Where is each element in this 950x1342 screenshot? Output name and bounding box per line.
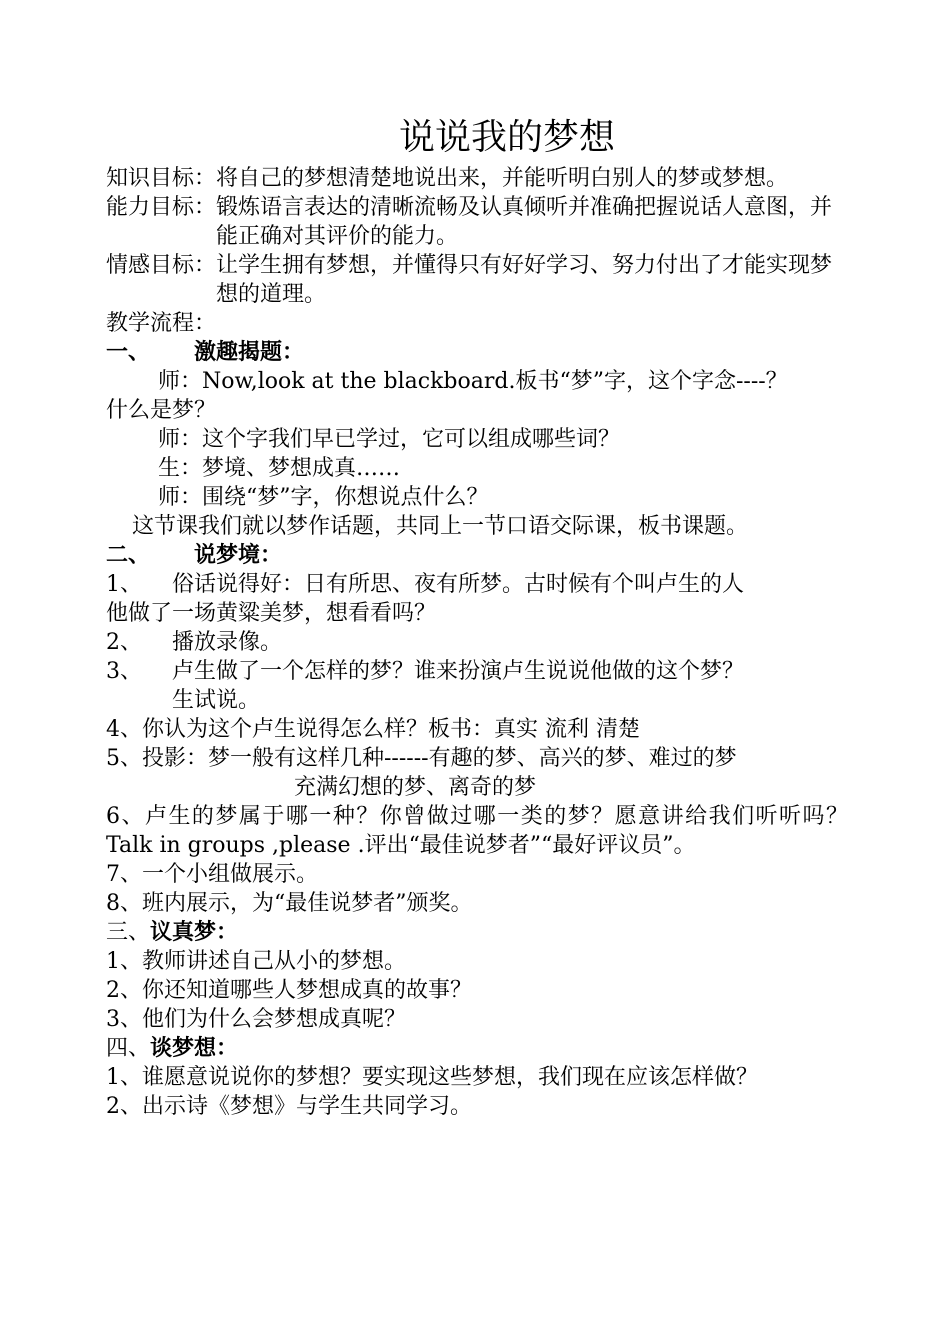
dialogue-line: 生：梦境、梦想成真…… — [158, 456, 401, 481]
section-title: 谈梦想： — [150, 1035, 239, 1061]
objective-text: 让学生拥有梦想，并懂得只有好好学习、努力付出了才能实现梦想的道理。 — [216, 253, 833, 307]
objective-label: 能力目标： — [106, 195, 217, 220]
objective-text: 将自己的梦想清楚地说出来，并能听明白别人的梦或梦想。 — [216, 166, 789, 191]
list-text-cont: 充满幻想的梦、离奇的梦 — [294, 775, 537, 800]
section-heading-4 — [106, 1034, 848, 1063]
list-item — [106, 570, 848, 599]
list-item: 8、班内展示，为“最佳说梦者”颁奖。 — [106, 891, 473, 916]
list-text-cont: 生试说。 — [172, 688, 261, 713]
process-label: 教学流程： — [106, 311, 217, 336]
section-number: 三、 — [106, 920, 151, 945]
paragraph: 这节课我们就以梦作话题，共同上一节口语交际课，板书课题。 — [132, 514, 749, 539]
list-item: 1、谁愿意说说你的梦想？要实现这些梦想，我们现在应该怎样做？ — [106, 1065, 758, 1090]
section-number: 二、 — [106, 542, 151, 568]
list-item — [106, 657, 848, 686]
dialogue-line: 师：围绕“梦”字，你想说点什么？ — [158, 485, 489, 510]
list-item: 2、出示诗《梦想》与学生共同学习。 — [106, 1094, 472, 1119]
list-item: 4、你认为这个卢生说得怎么样？板书：真实 流利 清楚 — [106, 717, 640, 742]
dialogue-line-cont: 什么是梦？ — [106, 398, 217, 423]
section-title: 说梦境： — [194, 542, 283, 568]
list-text: 俗话说得好：日有所思、夜有所梦。古时候有个叫卢生的人 — [172, 572, 745, 597]
list-number: 3、 — [106, 659, 142, 684]
section-title: 激趣揭题： — [194, 339, 305, 365]
document-title: 说说我的梦想 — [398, 117, 615, 158]
document-page — [106, 112, 848, 1121]
list-item: 6、卢生的梦属于哪一种？你曾做过哪一类的梦？愿意讲给我们听听吗？ Talk in groups ,please .评出“最佳说梦者”“最好评议员”。 — [106, 804, 848, 858]
list-item: 5、投影：梦一般有这样几种------有趣的梦、高兴的梦、难过的梦 — [106, 746, 737, 771]
list-item: 3、他们为什么会梦想成真呢？ — [106, 1007, 406, 1032]
objective-emotion — [106, 251, 848, 309]
section-number: 一、 — [106, 339, 151, 365]
list-number: 2、 — [106, 630, 142, 655]
list-text: 播放录像。 — [172, 630, 283, 655]
dialogue-line: 师：这个字我们早已学过，它可以组成哪些词？ — [158, 427, 621, 452]
objective-text: 锻炼语言表达的清晰流畅及认真倾听并准确把握说话人意图，并能正确对其评价的能力。 — [216, 195, 833, 249]
section-title: 议真梦： — [150, 919, 239, 945]
list-item: 1、教师讲述自己从小的梦想。 — [106, 949, 406, 974]
list-text: 卢生做了一个怎样的梦？谁来扮演卢生说说他做的这个梦？ — [172, 659, 745, 684]
objective-knowledge — [106, 164, 848, 193]
list-number: 1、 — [106, 572, 142, 597]
dialogue-line: 师：Now,look at the blackboard.板书“梦”字，这个字念----？ — [158, 369, 788, 394]
objective-label: 知识目标： — [106, 166, 217, 191]
section-number: 四、 — [106, 1036, 151, 1061]
section-heading-3 — [106, 918, 848, 947]
objective-ability — [106, 193, 848, 251]
list-item — [106, 628, 848, 657]
section-heading-1 — [106, 338, 848, 367]
section-heading-2 — [106, 541, 848, 570]
list-item: 7、一个小组做展示。 — [106, 862, 318, 887]
objective-label: 情感目标： — [106, 253, 217, 278]
list-text-cont: 他做了一场黄粱美梦，想看看吗？ — [106, 601, 437, 626]
list-item: 2、你还知道哪些人梦想成真的故事？ — [106, 978, 472, 1003]
